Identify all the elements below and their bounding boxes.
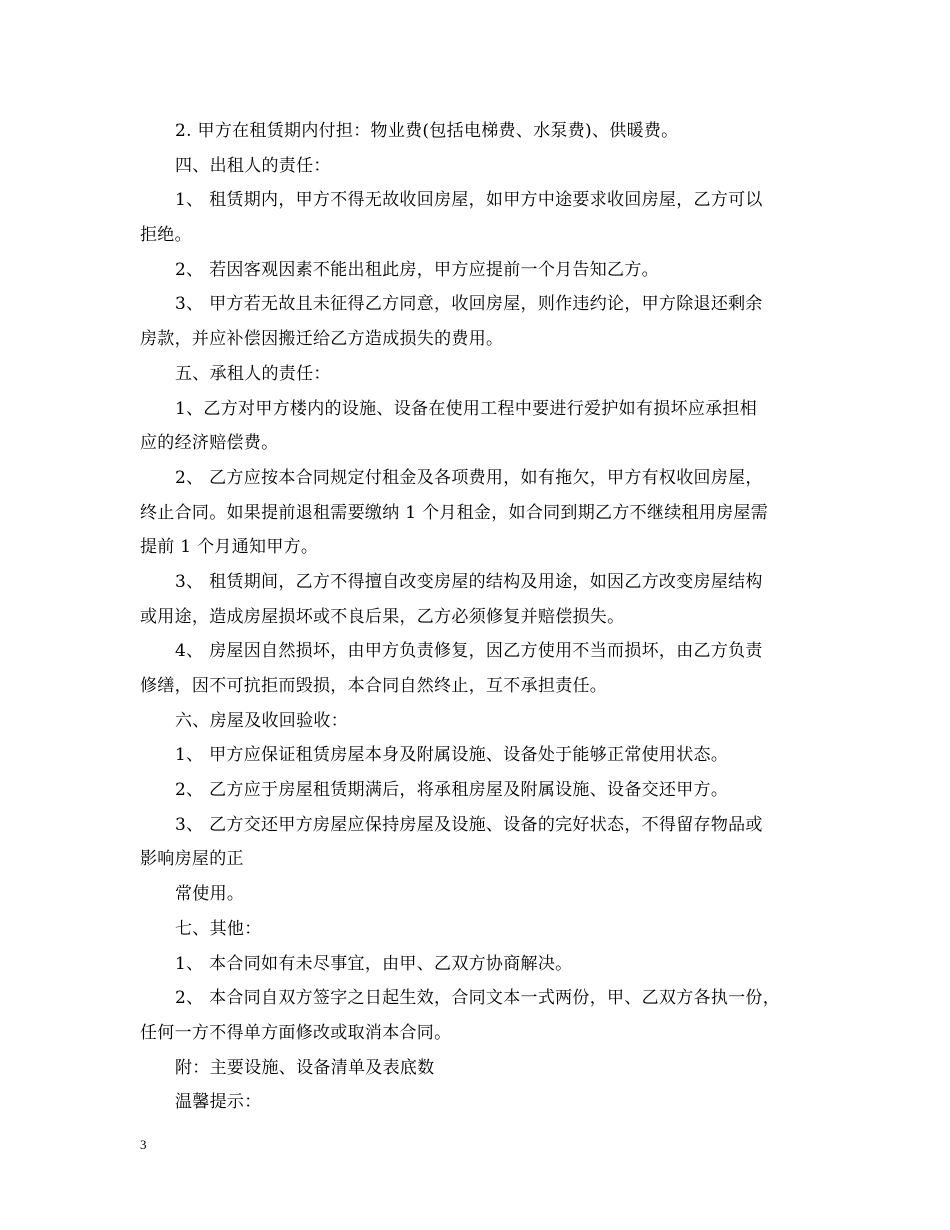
text-line: 五、承租人的责任： xyxy=(175,363,331,384)
document-body xyxy=(140,114,820,1120)
text-line: 4、 房屋因自然损坏，由甲方负责修复，因乙方使用不当而损坏，由乙方负责 xyxy=(175,641,763,662)
text-line: 常使用。 xyxy=(175,884,245,905)
text-line: 温馨提示： xyxy=(175,1092,262,1113)
text-line: 2、 乙方应于房屋租赁期满后，将承租房屋及附属设施、设备交还甲方。 xyxy=(175,780,729,801)
text-line: 3、 乙方交还甲方房屋应保持房屋及设施、设备的完好状态，不得留存物品或 xyxy=(175,814,763,835)
text-line: 1、 甲方应保证租赁房屋本身及附属设施、设备处于能够正常使用状态。 xyxy=(175,745,729,766)
text-line: 附：主要设施、设备清单及表底数 xyxy=(175,1057,435,1078)
text-line: 1、 租赁期内，甲方不得无故收回房屋，如甲方中途要求收回房屋，乙方可以 xyxy=(175,190,763,211)
text-line: 提前 1 个月通知甲方。 xyxy=(140,537,319,558)
text-line: 2. 甲方在租赁期内付担：物业费(包括电梯费、水泵费)、供暖费。 xyxy=(175,121,679,141)
text-line: 2、 本合同自双方签字之日起生效，合同文本一式两份，甲、乙双方各执一份， xyxy=(175,988,781,1009)
text-line: 2、 乙方应按本合同规定付租金及各项费用，如有拖欠，甲方有权收回房屋， xyxy=(175,467,763,488)
text-line: 1、乙方对甲方楼内的设施、设备在使用工程中要进行爱护如有损坏应承担相 xyxy=(175,398,758,419)
text-line: 房款，并应补偿因搬迁给乙方造成损失的费用。 xyxy=(140,329,504,350)
text-line: 应的经济赔偿费。 xyxy=(140,433,279,454)
text-line: 终止合同。如果提前退租需要缴纳 1 个月租金，如合同到期乙方不继续租用房屋需 xyxy=(140,502,769,523)
text-line: 七、其他： xyxy=(175,918,262,939)
text-line: 拒绝。 xyxy=(140,225,192,246)
text-line: 影响房屋的正 xyxy=(140,849,244,870)
text-line: 或用途，造成房屋损坏或不良后果，乙方必须修复并赔偿损失。 xyxy=(140,606,625,627)
text-line: 六、房屋及收回验收： xyxy=(175,710,348,731)
text-line: 任何一方不得单方面修改或取消本合同。 xyxy=(140,1022,452,1043)
text-line: 2、 若因客观因素不能出租此房，甲方应提前一个月告知乙方。 xyxy=(175,259,659,280)
text-line: 修缮，因不可抗拒而毁损，本合同自然终止，互不承担责任。 xyxy=(140,676,608,696)
page-number: 3 xyxy=(140,1137,147,1152)
text-line: 3、 租赁期间，乙方不得擅自改变房屋的结构及用途，如因乙方改变房屋结构 xyxy=(175,571,763,592)
text-line: 1、 本合同如有未尽事宜，由甲、乙双方协商解决。 xyxy=(175,953,573,974)
text-line: 3、 甲方若无故且未征得乙方同意，收回房屋，则作违约论，甲方除退还剩余 xyxy=(175,294,763,315)
text-line: 四、出租人的责任： xyxy=(175,155,331,176)
